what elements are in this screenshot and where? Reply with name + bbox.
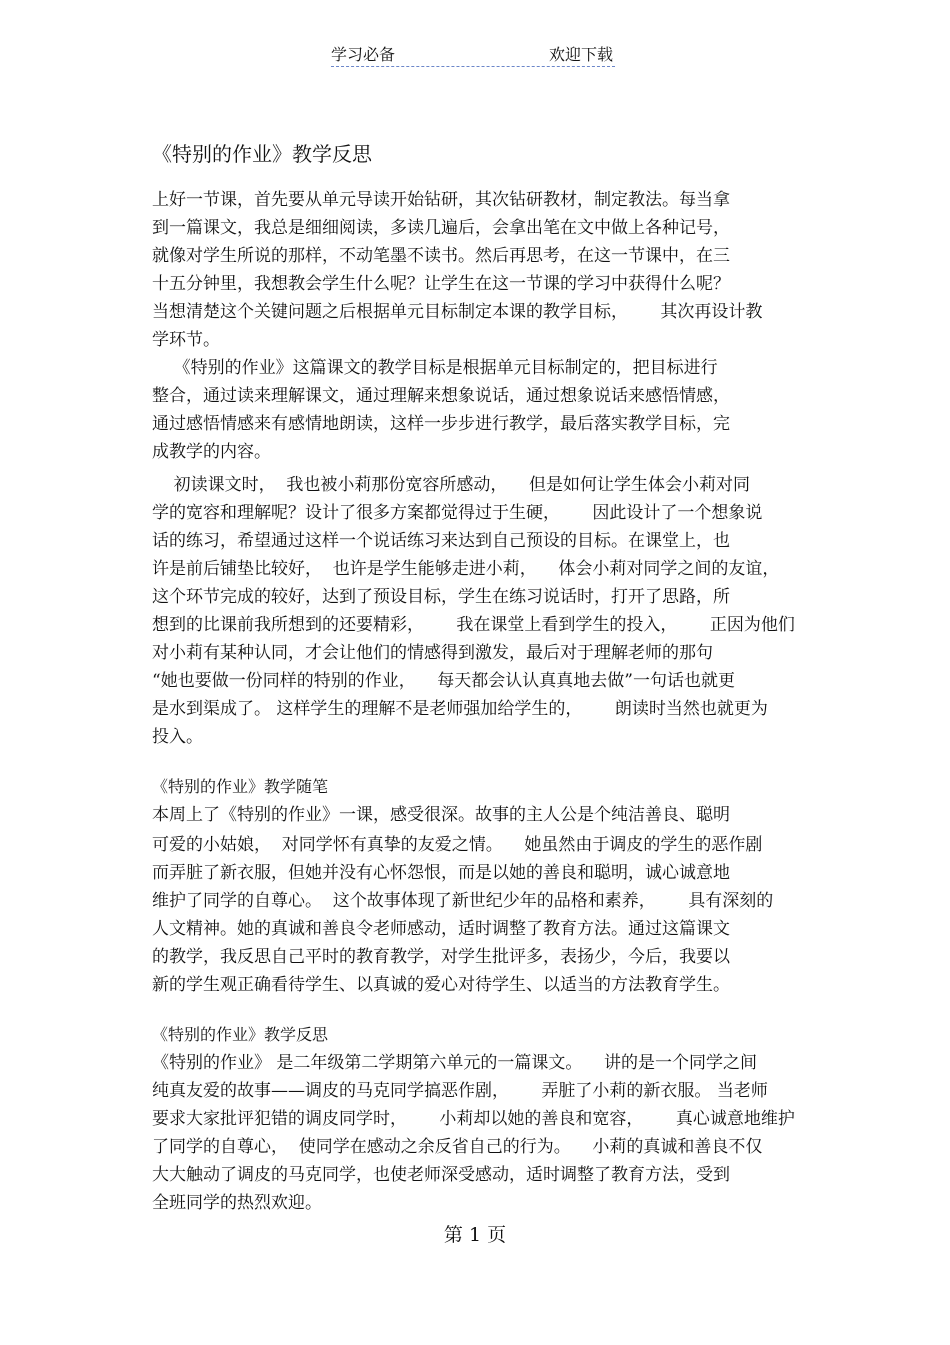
paragraph-line: 许是前后铺垫比较好， 也许是学生能够走进小莉， 体会小莉对同学之间的友谊，: [152, 559, 780, 579]
paragraph-line: 对小莉有某种认同，才会让他们的情感得到激发，最后对于理解老师的那句: [152, 643, 713, 663]
paragraph-line: 当想清楚这个关键问题之后根据单元目标制定本课的教学目标， 其次再设计教: [152, 302, 763, 322]
document-title: 《特别的作业》教学反思: [152, 142, 372, 166]
paragraph-line: 要求大家批评犯错的调皮同学时， 小莉却以她的善良和宽容， 真心诚意地维护: [152, 1109, 795, 1129]
paragraph-line: 话的练习，希望通过这样一个说话练习来达到自己预设的目标。在课堂上，也: [152, 531, 730, 551]
paragraph-line: 本周上了《特别的作业》一课，感受很深。故事的主人公是个纯洁善良、聪明: [152, 805, 730, 825]
paragraph-line: 可爱的小姑娘， 对同学怀有真挚的友爱之情。 她虽然由于调皮的学生的恶作剧: [152, 835, 763, 855]
paragraph-line: 学环节。: [152, 330, 220, 350]
paragraph-line: 的教学，我反思自己平时的教育教学，对学生批评多，表扬少，今后，我要以: [152, 947, 730, 967]
paragraph-line: 这个环节完成的较好，达到了预设目标，学生在练习说话时，打开了思路，所: [152, 587, 730, 607]
paragraph-line: 整合，通过读来理解课文，通过理解来想象说话，通过想象说话来感悟情感，: [152, 386, 730, 406]
paragraph-line: 成教学的内容。: [152, 442, 271, 462]
paragraph-line: 纯真友爱的故事——调皮的马克同学搞恶作剧， 弄脏了小莉的新衣服。 当老师: [152, 1081, 768, 1101]
paragraph-line: 通过感悟情感来有感情地朗读，这样一步步进行教学，最后落实教学目标，完: [152, 414, 730, 434]
paragraph-line: 十五分钟里，我想教会学生什么呢？让学生在这一节课的学习中获得什么呢？: [152, 274, 730, 294]
header-right-text: 欢迎下载: [548, 45, 613, 64]
paragraph-line: 想到的比课前我所想到的还要精彩， 我在课堂上看到学生的投入， 正因为他们: [152, 615, 795, 635]
paragraph-line: 新的学生观正确看待学生、以真诚的爱心对待学生、以适当的方法教育学生。: [152, 975, 730, 995]
paragraph-line: 是水到渠成了。 这样学生的理解不是老师强加给学生的， 朗读时当然也就更为: [152, 699, 768, 719]
paragraph-line: 投入。: [152, 727, 203, 747]
section-heading: 《特别的作业》教学反思: [152, 1025, 329, 1044]
paragraph-line: 而弄脏了新衣服，但她并没有心怀怨恨，而是以她的善良和聪明，诚心诚意地: [152, 863, 730, 883]
page-number: 第 1 页: [443, 1224, 507, 1246]
page-header: [331, 42, 615, 67]
paragraph-line: 全班同学的热烈欢迎。: [152, 1193, 322, 1213]
paragraph-line: 学的宽容和理解呢？设计了很多方案都觉得过于生硬， 因此设计了一个想象说: [152, 503, 763, 523]
paragraph-line: 人文精神。她的真诚和善良令老师感动，适时调整了教育方法。通过这篇课文: [152, 919, 730, 939]
paragraph-line: 了同学的自尊心， 使同学在感动之余反省自己的行为。 小莉的真诚和善良不仅: [152, 1137, 763, 1157]
paragraph-line: “她也要做一份同样的特别的作业， 每天都会认认真真地去做”一句话也就更: [152, 671, 735, 691]
paragraph-line: 上好一节课，首先要从单元导读开始钻研，其次钻研教材，制定教法。每当拿: [152, 190, 730, 210]
paragraph-line: 《特别的作业》这篇课文的教学目标是根据单元目标制定的，把目标进行: [152, 358, 718, 378]
paragraph-line: 到一篇课文，我总是细细阅读，多读几遍后，会拿出笔在文中做上各种记号，: [152, 218, 730, 238]
section-heading: 《特别的作业》教学随笔: [152, 777, 329, 796]
paragraph-line: 大大触动了调皮的马克同学，也使老师深受感动，适时调整了教育方法，受到: [152, 1165, 730, 1185]
header-left-text: 学习必备: [331, 45, 396, 64]
paragraph-line: 维护了同学的自尊心。 这个故事体现了新世纪少年的品格和素养， 具有深刻的: [152, 891, 774, 911]
paragraph-line: 初读课文时， 我也被小莉那份宽容所感动， 但是如何让学生体会小莉对同: [152, 475, 751, 495]
paragraph-line: 《特别的作业》 是二年级第二学期第六单元的一篇课文。 讲的是一个同学之间: [152, 1053, 758, 1073]
paragraph-line: 就像对学生所说的那样，不动笔墨不读书。然后再思考，在这一节课中，在三: [152, 246, 730, 266]
